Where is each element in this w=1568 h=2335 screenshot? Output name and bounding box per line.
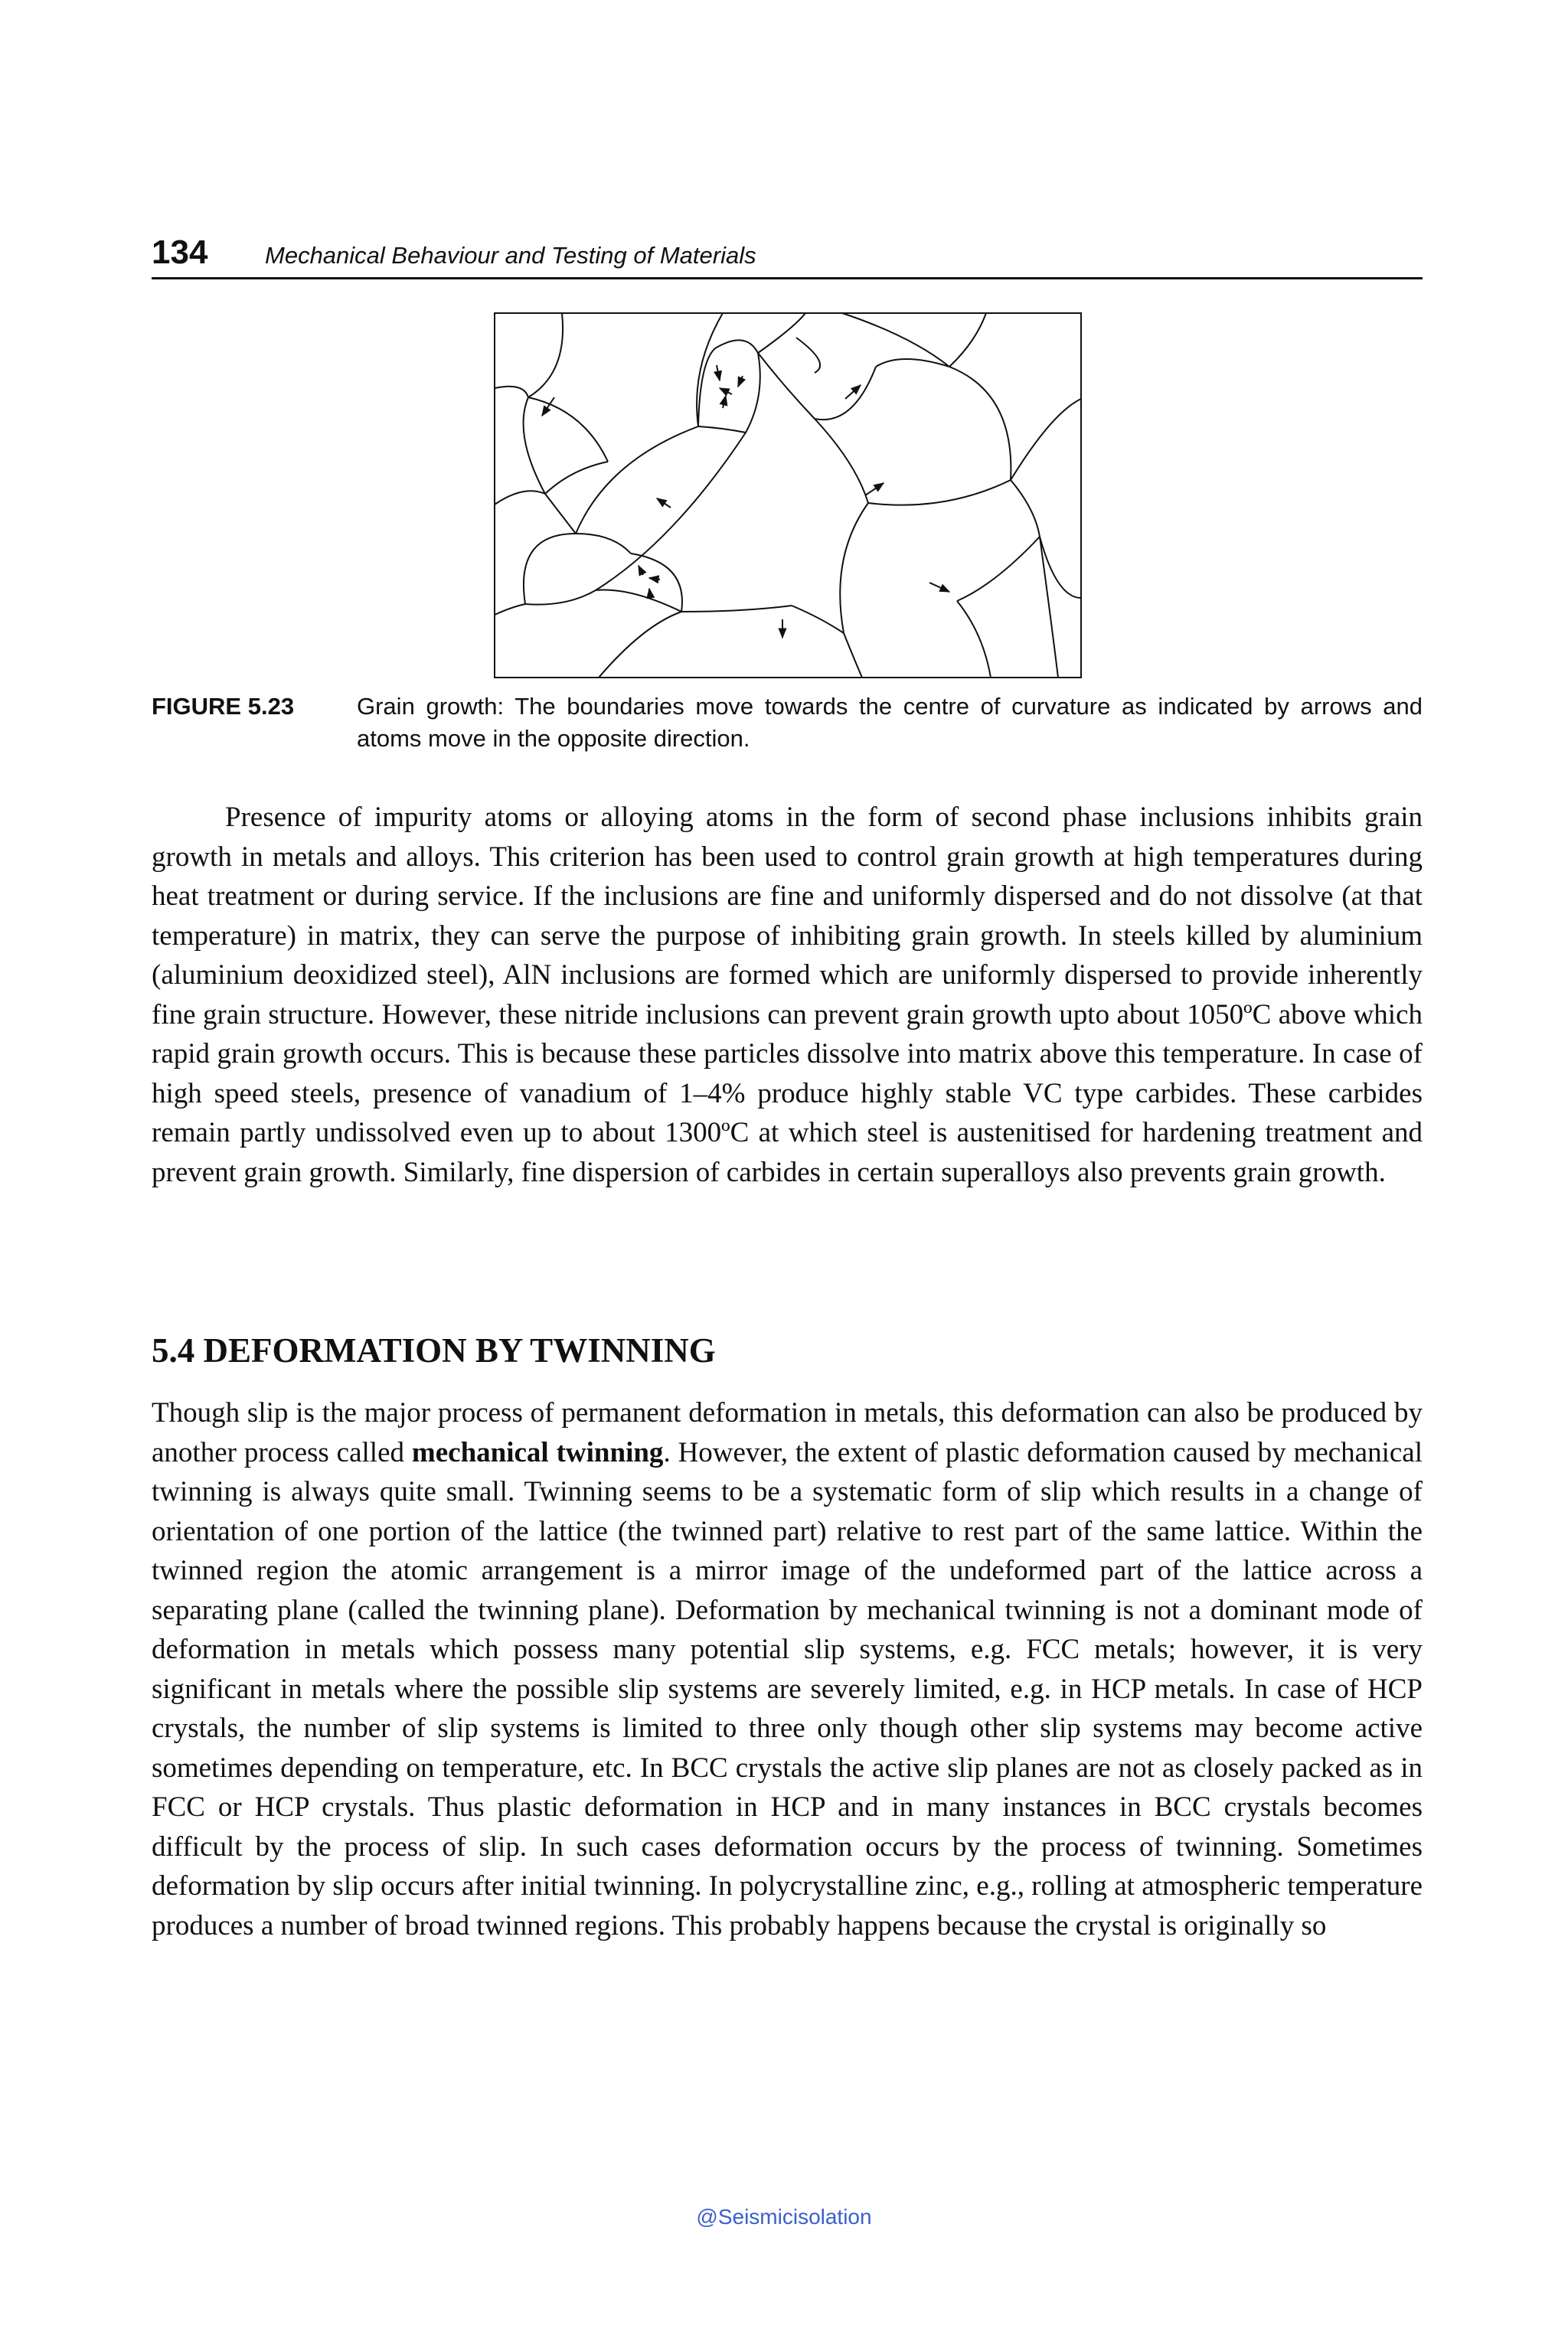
grain-boundary (495, 491, 545, 505)
migration-arrow (542, 397, 554, 416)
migration-arrow (865, 483, 884, 495)
migration-arrow (738, 376, 743, 387)
paragraph-text: . However, the extent of plastic deformation caused by mechanical twinning is always quite small. Twinning seems to be a systematic form of slip which results in a change of orientation of one portion of the lattice (the twinned part) relative to rest part of the same lattice. Within the twinned region the atomic arrangement is a mirror image of the undeformed part of the lattice across a separating plane (called the twinning plane). Deformation by mechanical twinning is not a dominant mode of deformation in metals which possess many potential slip systems, e.g. FCC metals; however, it is very significant in metals where the possible slip systems are severely limited, e.g. in HCP metals. In case of HCP crystals, the number of slip systems is limited to three only though other slip systems may become active sometimes depending on temperature, etc. In BCC crystals the active slip planes are not as closely packed as in FCC or HCP crystals. Thus plastic deformation in HCP and in many instances in BCC crystals becomes difficult by the process of slip. In such cases deformation occurs by the process of twinning. Sometimes deformation by slip occurs after initial twinning. In polycrystalline zinc, e.g., rolling at atmospheric temperature produces a number of broad twinned regions. This probably happens because the crystal is originally so (152, 1436, 1423, 1941)
grain-boundary (840, 503, 868, 633)
grain-boundary (815, 367, 876, 420)
grain-boundary (868, 480, 1011, 505)
grain-boundary (1011, 480, 1040, 537)
grain-boundary (792, 606, 844, 633)
grain-boundary (1011, 399, 1081, 480)
grain-boundary (545, 462, 608, 494)
grain-boundary (949, 313, 986, 367)
grain-boundary (715, 340, 758, 353)
grain-boundary (949, 367, 1011, 480)
page-number: 134 (152, 234, 208, 271)
grain-boundary (495, 387, 528, 397)
grain-boundary (631, 554, 682, 612)
page-header (152, 231, 1423, 279)
paragraph-text: Though slip is the major process of permanent deformation in metals, this deformation can also be produced by another process called (152, 1397, 1423, 1468)
paragraph-grain-growth-inhibition: Presence of impurity atoms or alloying atoms in the form of second phase inclusions inhibits grain growth in metals and alloys. This criterion has been used to control grain growth at high temperatures during heat treatment or during service. If the inclusions are fine and uniformly dispersed and do not dissolve (at that temperature) in matrix, they can serve the purpose of inhibiting grain growth. In steels killed by aluminium (aluminium deoxidized steel), AlN inclusions are formed which are uniformly dispersed to provide inherently fine grain structure. However, these nitride inclusions can prevent grain growth upto about 1050ºC above which rapid grain growth occurs. This is because these particles dissolve into matrix above this temperature. In case of high speed steels, presence of vanadium of 1–4% produce highly stable VC type carbides. These carbides remain partly undissolved even up to about 1300ºC at which steel is austenitised for hardening treatment and prevent grain growth. Similarly, fine dispersion of carbides in certain superalloys also prevents grain growth. (152, 802, 1423, 1188)
migration-arrow (723, 396, 726, 408)
paragraph-twinning (152, 1393, 1423, 1945)
migration-arrow (845, 385, 861, 399)
running-title: Mechanical Behaviour and Testing of Materials (265, 242, 756, 269)
grain-boundary (545, 494, 576, 534)
grain-boundary (697, 313, 723, 426)
grain-boundary (815, 419, 868, 503)
figure-caption-text: Grain growth: The boundaries move towards the centre of curvature as indicated by arrows and atoms move in the opposite direction. (357, 693, 1423, 752)
grain-boundary (746, 353, 760, 433)
grain-boundary (596, 590, 681, 612)
grain-boundary (876, 359, 949, 367)
grain-growth-figure (493, 312, 1083, 679)
grain-boundary (758, 313, 805, 353)
grain-boundary (758, 353, 815, 419)
grain-boundary (528, 397, 608, 462)
migration-arrow (639, 566, 643, 575)
migration-arrow (720, 388, 732, 394)
section-heading: 5.4 DEFORMATION BY TWINNING (152, 1331, 716, 1370)
grain-boundary (1040, 537, 1081, 598)
grain-boundary (957, 537, 1040, 601)
grain-boundary (681, 606, 792, 612)
migration-arrow (649, 578, 660, 580)
grain-boundary (796, 338, 820, 373)
grain-boundary (957, 601, 991, 678)
grain-boundary (495, 604, 525, 615)
grain-boundary (528, 313, 563, 397)
grain-boundary (525, 590, 596, 605)
migration-arrow (717, 365, 720, 380)
grain-boundary (524, 534, 576, 604)
grain-boundary (698, 426, 746, 433)
grain-boundary (1040, 537, 1058, 678)
migration-arrow (657, 498, 671, 508)
grain-boundary (524, 397, 545, 494)
grain-boundary (698, 348, 715, 426)
bold-term: mechanical twinning (411, 1436, 664, 1468)
figure-frame (495, 313, 1081, 678)
figure-label: FIGURE 5.23 (152, 693, 295, 720)
migration-arrow (929, 583, 949, 592)
grain-boundary (842, 313, 949, 367)
grain-boundary (599, 612, 681, 678)
watermark: @Seismicisolation (696, 2205, 872, 2229)
grain-growth-diagram (493, 312, 1083, 679)
grain-boundary (844, 633, 862, 678)
grain-boundary (596, 433, 746, 590)
grain-boundary (576, 534, 631, 554)
